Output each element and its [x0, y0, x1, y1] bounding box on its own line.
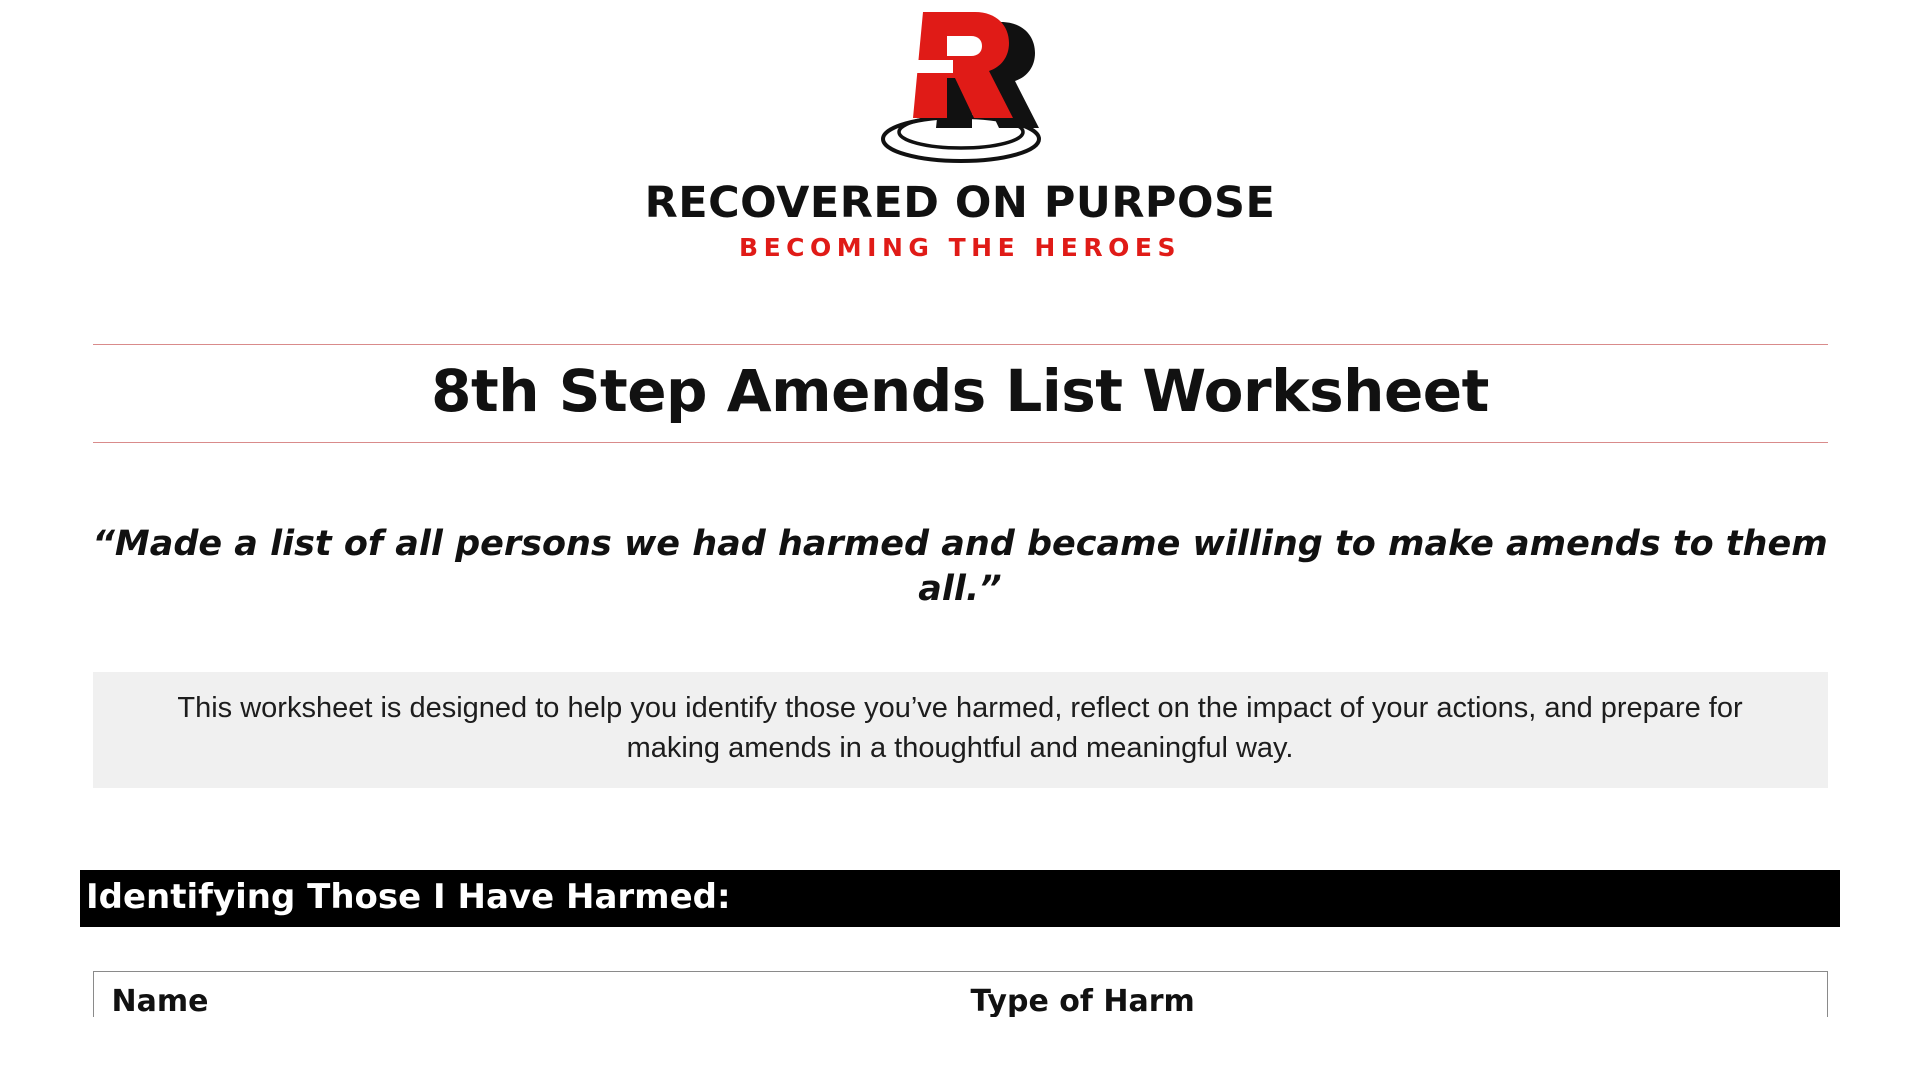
section-heading-colon: : — [716, 876, 731, 917]
brand-name: RECOVERED ON PURPOSE — [644, 178, 1276, 228]
intro-description: This worksheet is designed to help you identify those you’ve harmed, reflect on the impact of your actions, and prepare for making amends in a thoughtful and meaningful way. — [93, 672, 1828, 788]
section-heading-text: Identifying Those I Have Harmed — [86, 876, 717, 917]
page-title: 8th Step Amends List Worksheet — [431, 357, 1489, 425]
recovered-on-purpose-r-logo-icon — [865, 8, 1055, 176]
section-header-identifying-those-i-have-harmed — [80, 870, 1840, 927]
step-quote: “Made a list of all persons we had harmed and became willing to make amends to them all.” — [92, 523, 1828, 610]
table-column-header-name: Name — [111, 984, 209, 1018]
table-column-header-type-of-harm: Type of Harm — [970, 984, 1195, 1018]
title-block — [93, 344, 1828, 443]
amends-table — [93, 971, 1828, 1017]
brand-tagline: BECOMING THE HEROES — [739, 233, 1181, 262]
brand-logo-block — [0, 0, 1920, 260]
table-header-row — [94, 972, 1827, 1017]
